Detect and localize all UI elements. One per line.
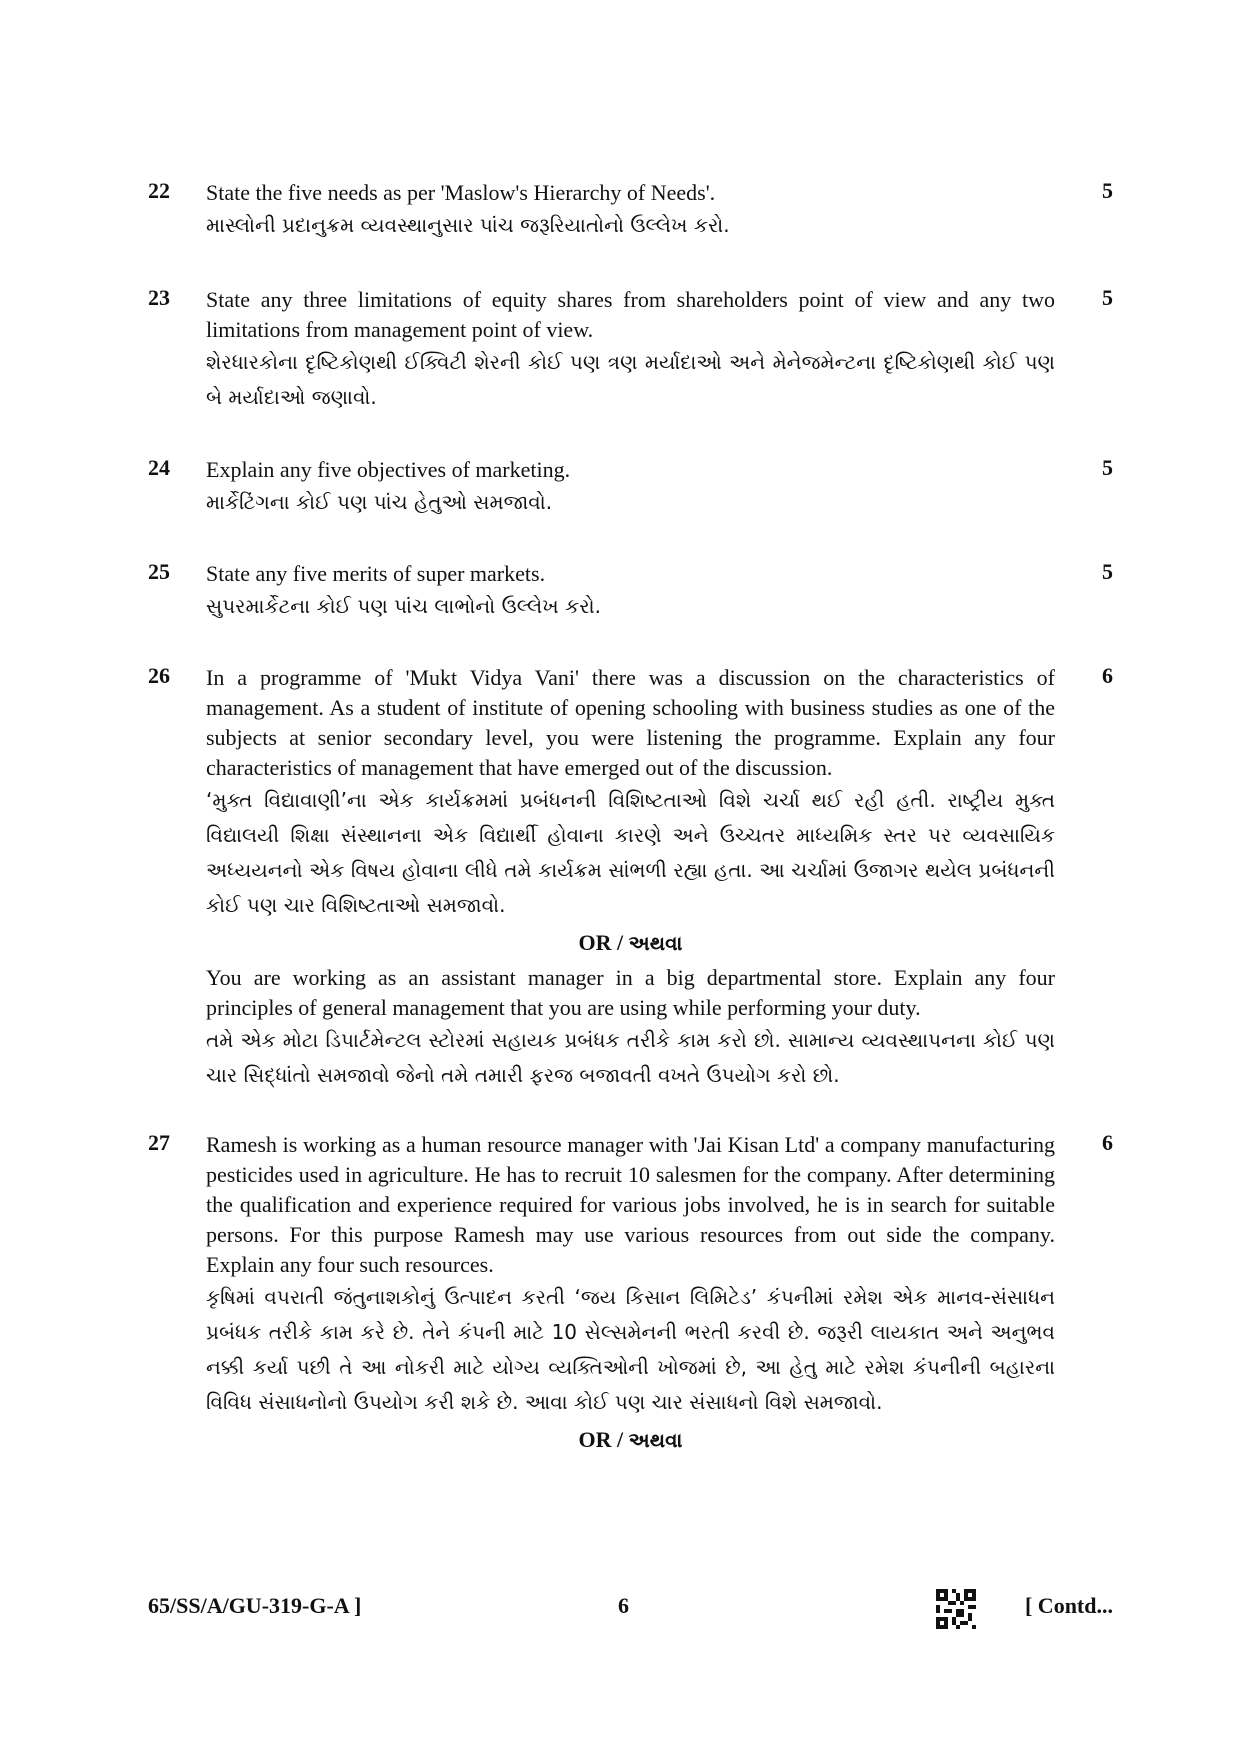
question-number: 27 — [148, 1130, 170, 1155]
or-label-english: OR — [578, 930, 612, 955]
question-marks: 5 — [1102, 178, 1113, 203]
question-text-english: Ramesh is working as a human resource manager with 'Jai Kisan Ltd' a company manufacturing pesticides used in agriculture. He has to recruit 10 salesmen for the company. After determining the qualification and experience required for various jobs involved, he is in search for suitable persons. For this purpose Ramesh may use various resources from out side the company. Explain any four such resources. — [206, 1132, 1055, 1277]
question-number: 23 — [148, 285, 170, 310]
or-label-gujarati: અથવા — [628, 931, 683, 955]
or-separator: OR / અથવા — [578, 930, 683, 955]
or-label-gujarati: અથવા — [628, 1428, 683, 1452]
or-separator: OR / અથવા — [578, 1427, 683, 1452]
question-number: 22 — [148, 178, 170, 203]
question-text-gujarati: કૃષિમાં વપરાતી જંતુનાશકોનું ઉત્પાદન કરતી ‘જય કિસાન લિમિટેડ’ કંપનીમાં રમેશ એક માનવ-સંસાધન પ્રબંધક તરીકે કામ કરે છે. તેને કંપની માટે 10 સેલ્સમેનની ભરતી કરવી છે. જરૂરી લાયકાત અને અનુભવ નક્કી કર્યા પછી તે આ નોકરી માટે યોગ્ય વ્યક્તિઓની ખોજમાં છે, આ હેતુ માટે રમેશ કંપનીની બહારના વિવિધ સંસાધનોનો ઉપયોગ કરી શકે છે. આવા કોઈ પણ ચાર સંસાધનો વિશે સમજાવો. — [206, 1285, 1055, 1414]
continued-label: [ Contd... — [1024, 1593, 1113, 1618]
question-marks: 6 — [1102, 663, 1113, 688]
page-footer — [148, 1593, 1113, 1633]
question-number: 26 — [148, 663, 170, 688]
question-marks: 5 — [1102, 285, 1113, 310]
question-number: 24 — [148, 455, 170, 480]
question-23 — [148, 285, 1113, 415]
question-27 — [148, 1130, 1113, 1460]
question-25 — [148, 559, 1113, 624]
question-text-english: In a programme of 'Mukt Vidya Vani' there was a discussion on the characteristics of management. As a student of institute of opening schooling with business studies as one of the subjects at senior secondary level, you were listening the programme. Explain any four characteristics of management that have emerged out of the discussion. — [206, 665, 1055, 780]
question-text-english: State any three limitations of equity shares from shareholders point of view and any two limitations from management point of view. — [206, 287, 1055, 342]
question-26 — [148, 663, 1113, 1093]
alternative-question-gujarati: તમે એક મોટા ડિપાર્ટમેન્ટલ સ્ટોરમાં સહાયક પ્રબંધક તરીકે કામ કરો છો. સામાન્ય વ્યવસ્થાપનના કોઈ પણ ચાર સિદ્ધાંતો સમજાવો જેનો તમે તમારી ફરજ બજાવતી વખતે ઉપયોગ કરો છો. — [206, 1028, 1055, 1087]
question-marks: 6 — [1102, 1130, 1113, 1155]
question-22 — [148, 178, 1113, 243]
or-label-english: OR — [578, 1427, 612, 1452]
question-24 — [148, 455, 1113, 520]
paper-code: 65/SS/A/GU-319-G-A ] — [148, 1593, 362, 1618]
question-text-english: Explain any five objectives of marketing. — [206, 457, 571, 482]
page-number: 6 — [618, 1593, 629, 1618]
question-text-gujarati: ‘મુક્ત વિદ્યાવાણી’ના એક કાર્યક્રમમાં પ્રબંધનની વિશિષ્ટતાઓ વિશે ચર્ચા થઈ રહી હતી. રાષ્ટ્રીય મુક્ત વિદ્યાલયી શિક્ષા સંસ્થાનના એક વિદ્યાર્થી હોવાના કારણે અને ઉચ્ચતર માધ્યમિક સ્તર પર વ્યવસાયિક અધ્યયનનો એક વિષય હોવાના લીધે તમે કાર્યક્રમ સાંભળી રહ્યા હતા. આ ચર્ચામાં ઉજાગર થયેલ પ્રબંધનની કોઈ પણ ચાર વિશિષ્ટતાઓ સમજાવો. — [206, 788, 1055, 917]
question-marks: 5 — [1102, 559, 1113, 584]
question-text-gujarati: માસ્લોની પ્રદાનુક્રમ વ્યવસ્થાનુસાર પાંચ જરૂરિયાતોનો ઉલ્લેખ કરો. — [206, 213, 730, 237]
question-text-english: State any five merits of super markets. — [206, 561, 546, 586]
question-text-english: State the five needs as per 'Maslow's Hierarchy of Needs'. — [206, 180, 716, 205]
qr-code-icon — [936, 1589, 976, 1629]
question-text-gujarati: શેરધારકોના દૃષ્ટિકોણથી ઈક્વિટી શેરની કોઈ પણ ત્રણ મર્યાદાઓ અને મેનેજમેન્ટના દૃષ્ટિકોણથી કોઈ પણ બે મર્યાદાઓ જણાવો. — [206, 350, 1055, 409]
question-marks: 5 — [1102, 455, 1113, 480]
alternative-question-english: You are working as an assistant manager in a big departmental store. Explain any four principles of general management that you are using while performing your duty. — [206, 965, 1055, 1020]
question-text-gujarati: સુપરમાર્કેટના કોઈ પણ પાંચ લાભોનો ઉલ્લેખ કરો. — [206, 594, 601, 618]
question-number: 25 — [148, 559, 170, 584]
question-text-gujarati: માર્કેટિંગના કોઈ પણ પાંચ હેતુઓ સમજાવો. — [206, 490, 553, 514]
